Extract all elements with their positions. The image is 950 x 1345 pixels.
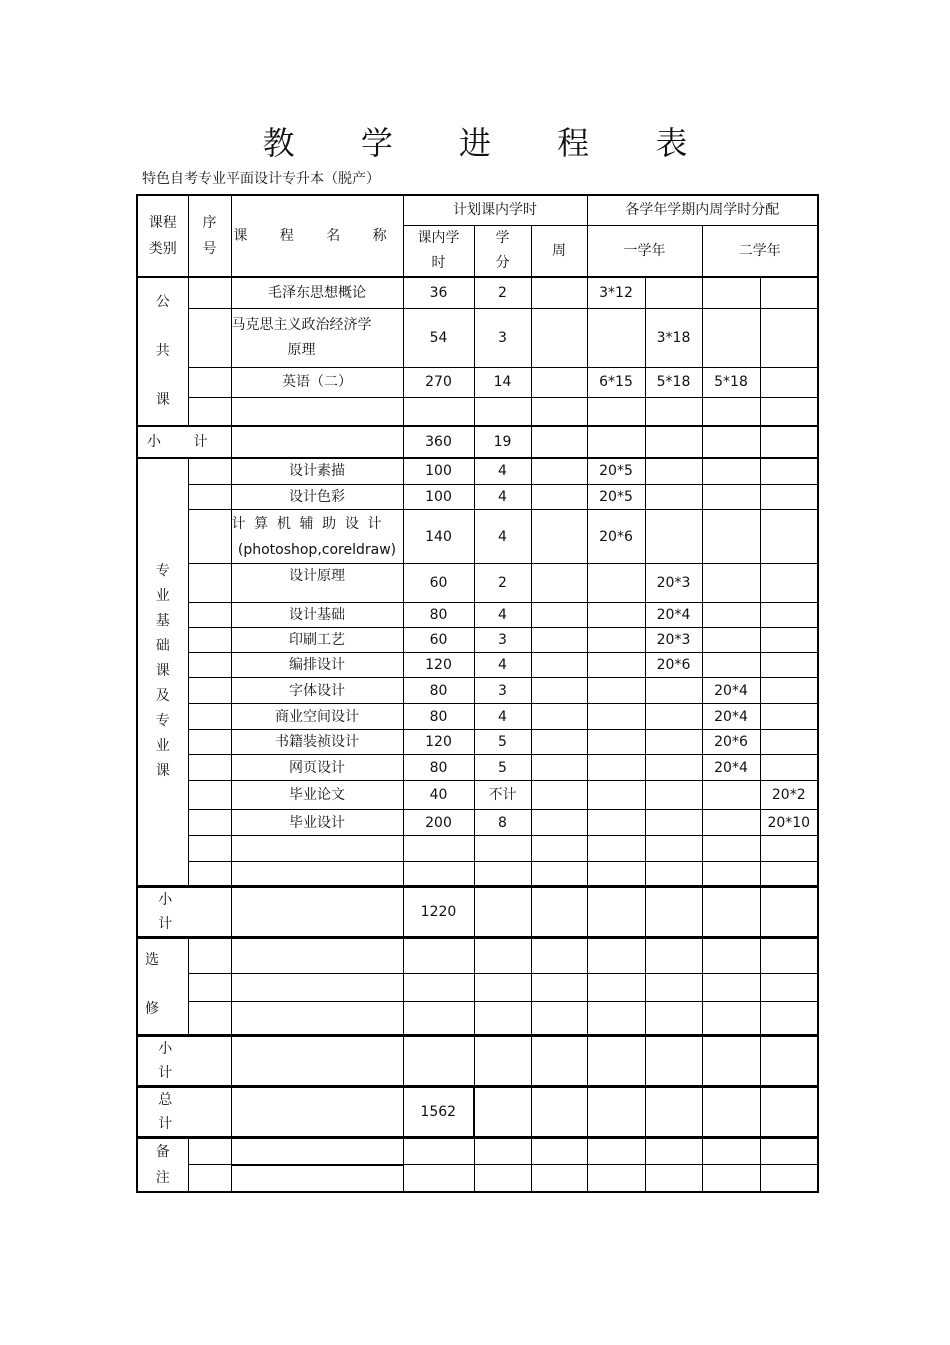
table-row: [137, 973, 818, 1001]
hours-cell: 60: [403, 628, 474, 653]
week-cell: [531, 277, 587, 309]
seq-cell: [188, 277, 231, 309]
sem1-cell: [587, 704, 645, 730]
table-row: [137, 308, 818, 367]
hours-cell: 120: [403, 653, 474, 678]
table-row: [137, 678, 818, 704]
seq-cell: [188, 308, 231, 367]
course-name: 编排设计: [231, 653, 403, 678]
sem3-cell: 20*4: [702, 755, 760, 781]
sem4-cell: [760, 628, 818, 653]
total-row: [137, 1087, 818, 1138]
total-hours: 1562: [403, 1087, 474, 1138]
subtotal-hours: 1220: [403, 887, 474, 938]
course-name: 英语（二）: [231, 367, 403, 397]
sem1-cell: [587, 308, 645, 367]
sem2-cell: [645, 755, 702, 781]
header-year2: 二学年: [702, 225, 818, 277]
sem1-cell: 20*5: [587, 458, 645, 485]
table-row: [137, 367, 818, 397]
course-name: 字体设计: [231, 678, 403, 704]
table-row: [137, 755, 818, 781]
table-row: [137, 1002, 818, 1036]
schedule-table: [136, 194, 819, 1193]
header-year1: 一学年: [587, 225, 702, 277]
sem2-cell: [645, 781, 702, 810]
sem4-cell: 20*2: [760, 781, 818, 810]
sem4-cell: [760, 564, 818, 603]
category-elective: 选修: [137, 938, 188, 1036]
sem3-cell: [702, 628, 760, 653]
table-row: [137, 836, 818, 862]
credit-cell: 4: [474, 704, 531, 730]
table-row: [137, 397, 818, 425]
credit-cell: 14: [474, 367, 531, 397]
sem4-cell: [760, 458, 818, 485]
hours-cell: 80: [403, 603, 474, 628]
sem4-cell: [760, 277, 818, 309]
hours-cell: 200: [403, 810, 474, 836]
sem3-cell: [702, 781, 760, 810]
sem4-cell: 20*10: [760, 810, 818, 836]
table-row: [137, 653, 818, 678]
hours-cell: 100: [403, 458, 474, 485]
course-name: 商业空间设计: [231, 704, 403, 730]
header-category: 课程类别: [137, 195, 188, 277]
credit-cell: 4: [474, 510, 531, 564]
course-name: 毕业设计: [231, 810, 403, 836]
subtotal-credit: 19: [474, 426, 531, 458]
sem4-cell: [760, 367, 818, 397]
sem3-cell: [702, 653, 760, 678]
total-label: 总 计: [137, 1087, 231, 1138]
week-cell: [531, 367, 587, 397]
hours-cell: 120: [403, 730, 474, 755]
table-row: [137, 704, 818, 730]
subtotal-row: [137, 1036, 818, 1087]
sem2-cell: 20*3: [645, 564, 702, 603]
hours-cell: 80: [403, 678, 474, 704]
table-row: [137, 1138, 818, 1165]
sem2-cell: [645, 810, 702, 836]
course-name: 设计原理: [231, 564, 403, 603]
week-cell: [531, 308, 587, 367]
sem2-cell: 20*4: [645, 603, 702, 628]
hours-cell: 54: [403, 308, 474, 367]
credit-cell: 2: [474, 277, 531, 309]
sem1-cell: [587, 564, 645, 603]
category-major: 专业基础课及专业课: [137, 458, 188, 887]
sem3-cell: 20*4: [702, 678, 760, 704]
credit-cell: 4: [474, 485, 531, 510]
subtotal-row: [137, 887, 818, 938]
credit-cell: 3: [474, 628, 531, 653]
sem2-cell: [645, 730, 702, 755]
sem2-cell: 20*3: [645, 628, 702, 653]
table-row: [137, 1165, 818, 1192]
course-name: 计算机辅助设计 (photoshop,coreldraw): [231, 510, 403, 564]
header-distribution: 各学年学期内周学时分配: [587, 195, 818, 225]
course-name: 设计基础: [231, 603, 403, 628]
course-name: 毛泽东思想概论: [231, 277, 403, 309]
table-row: [137, 277, 818, 309]
sem1-cell: [587, 603, 645, 628]
hours-cell: 60: [403, 564, 474, 603]
sem1-cell: [587, 653, 645, 678]
sem3-cell: [702, 308, 760, 367]
subtotal-label: 小 计: [137, 887, 231, 938]
sem4-cell: [760, 730, 818, 755]
credit-cell: 2: [474, 564, 531, 603]
course-name: 设计素描: [231, 458, 403, 485]
sem4-cell: [760, 704, 818, 730]
sem3-cell: [702, 810, 760, 836]
credit-cell: 3: [474, 678, 531, 704]
header-credit: 学分: [474, 225, 531, 277]
hours-cell: 140: [403, 510, 474, 564]
hours-cell: 270: [403, 367, 474, 397]
sem2-cell: [645, 458, 702, 485]
table-row: [137, 485, 818, 510]
sem3-cell: [702, 485, 760, 510]
sem1-cell: [587, 755, 645, 781]
course-name: 网页设计: [231, 755, 403, 781]
header-course-name: 课 程 名 称: [231, 195, 403, 277]
course-name: 毕业论文: [231, 781, 403, 810]
credit-cell: 不计: [474, 781, 531, 810]
table-row: [137, 862, 818, 887]
header-seq: 序号: [188, 195, 231, 277]
table-row: [137, 458, 818, 485]
sem1-cell: 20*6: [587, 510, 645, 564]
notes-label: 备注: [137, 1138, 188, 1193]
hours-cell: 40: [403, 781, 474, 810]
sem4-cell: [760, 678, 818, 704]
credit-cell: 4: [474, 653, 531, 678]
sem2-cell: [645, 277, 702, 309]
hours-cell: 80: [403, 755, 474, 781]
header-plan: 计划课内学时: [403, 195, 587, 225]
sem4-cell: [760, 603, 818, 628]
sem2-cell: 3*18: [645, 308, 702, 367]
sem3-cell: 20*6: [702, 730, 760, 755]
seq-cell: [188, 367, 231, 397]
sem3-cell: [702, 603, 760, 628]
credit-cell: 4: [474, 458, 531, 485]
sem2-cell: 20*6: [645, 653, 702, 678]
sem2-cell: [645, 510, 702, 564]
table-row: [137, 510, 818, 564]
subtotal-label: 小 计: [137, 426, 231, 458]
credit-cell: 5: [474, 730, 531, 755]
sem2-cell: [645, 704, 702, 730]
course-name: 印刷工艺: [231, 628, 403, 653]
sem1-cell: 6*15: [587, 367, 645, 397]
page-title: 教 学 进 程 表: [262, 124, 716, 162]
header-week: 周: [531, 225, 587, 277]
sem1-cell: [587, 810, 645, 836]
table-row: [137, 781, 818, 810]
credit-cell: 4: [474, 603, 531, 628]
sem2-cell: [645, 678, 702, 704]
sem1-cell: [587, 678, 645, 704]
hours-cell: 80: [403, 704, 474, 730]
category-public: 公共课: [137, 277, 188, 426]
table-row: [137, 730, 818, 755]
sem3-cell: [702, 458, 760, 485]
subtotal-hours: 360: [403, 426, 474, 458]
sem4-cell: [760, 485, 818, 510]
sem1-cell: [587, 730, 645, 755]
sem3-cell: [702, 564, 760, 603]
sem3-cell: [702, 277, 760, 309]
sem2-cell: 5*18: [645, 367, 702, 397]
sem2-cell: [645, 485, 702, 510]
table-row: [137, 810, 818, 836]
subtotal-row: [137, 426, 818, 458]
header-hours: 课内学时: [403, 225, 474, 277]
sem1-cell: [587, 781, 645, 810]
course-name: 书籍装祯设计: [231, 730, 403, 755]
page-subtitle: 特色自考专业平面设计专升本（脱产）: [142, 171, 380, 187]
sem4-cell: [760, 653, 818, 678]
sem4-cell: [760, 510, 818, 564]
course-name: 设计色彩: [231, 485, 403, 510]
sem3-cell: 20*4: [702, 704, 760, 730]
subtotal-label: 小 计: [137, 1036, 231, 1087]
table-row: [137, 603, 818, 628]
sem1-cell: 20*5: [587, 485, 645, 510]
sem3-cell: [702, 510, 760, 564]
hours-cell: 36: [403, 277, 474, 309]
table-row: [137, 564, 818, 603]
sem1-cell: [587, 628, 645, 653]
credit-cell: 5: [474, 755, 531, 781]
table-row: [137, 628, 818, 653]
sem4-cell: [760, 755, 818, 781]
table-row: [137, 938, 818, 974]
sem3-cell: 5*18: [702, 367, 760, 397]
sem1-cell: 3*12: [587, 277, 645, 309]
credit-cell: 3: [474, 308, 531, 367]
hours-cell: 100: [403, 485, 474, 510]
course-name: 马克思主义政治经济学原理: [231, 308, 403, 367]
credit-cell: 8: [474, 810, 531, 836]
sem4-cell: [760, 308, 818, 367]
